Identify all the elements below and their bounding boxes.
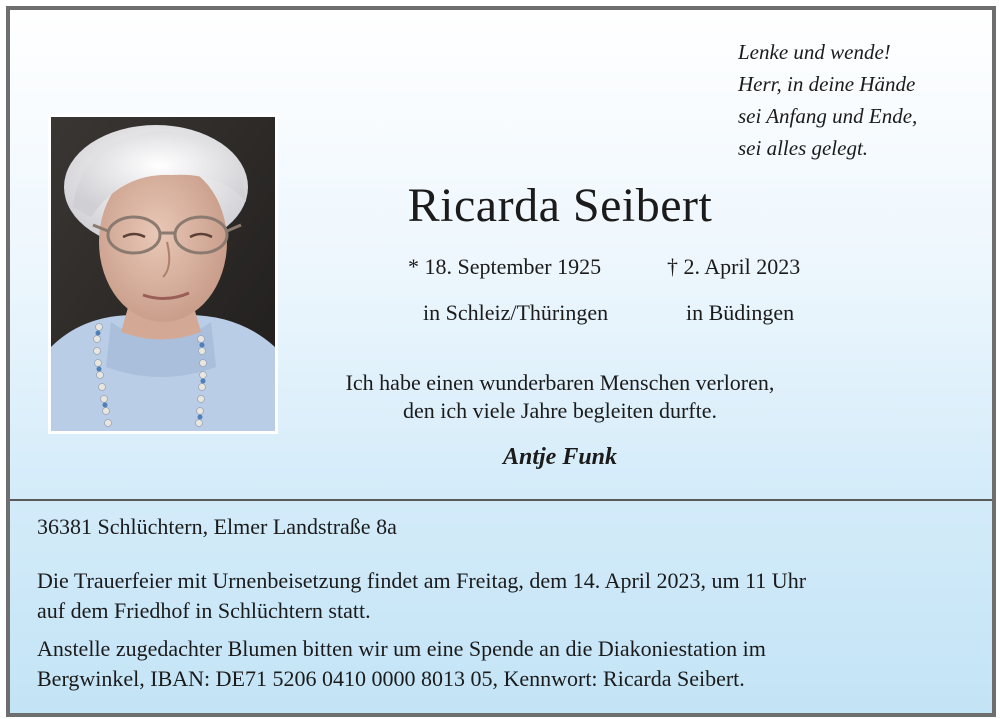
- verse-line: Herr, in deine Hände: [738, 72, 916, 96]
- message-line: den ich viele Jahre begleiten durfte.: [403, 398, 717, 423]
- donation-line: Anstelle zugedachter Blumen bitten wir um eine Spende an die Diakoniestation im: [37, 636, 766, 661]
- birth-place: in Schleiz/Thüringen: [423, 300, 609, 325]
- verse: [738, 36, 917, 164]
- birth-date: * 18. September 1925: [408, 254, 602, 279]
- signer-name: Antje Funk: [502, 444, 618, 470]
- message-line: Ich habe einen wunderbaren Menschen verloren,: [345, 370, 775, 395]
- portrait-photo: [48, 114, 278, 434]
- verse-line: sei Anfang und Ende,: [738, 104, 918, 128]
- death-date: † 2. April 2023: [667, 254, 801, 279]
- donation-line: Bergwinkel, IBAN: DE71 5206 0410 0000 8013 05, Kennwort: Ricarda Seibert.: [37, 666, 745, 691]
- ceremony-line: Die Trauerfeier mit Urnenbeisetzung findet am Freitag, dem 14. April 2023, um 11 Uhr: [37, 568, 807, 593]
- portrait-image: [51, 117, 275, 431]
- verse-line: sei alles gelegt.: [738, 136, 869, 160]
- ceremony-line: auf dem Friedhof in Schlüchtern statt.: [37, 598, 371, 623]
- deceased-name: Ricarda Seibert: [407, 179, 713, 232]
- obituary-notice: [6, 6, 996, 717]
- address: 36381 Schlüchtern, Elmer Landstraße 8a: [37, 514, 397, 539]
- divider: [10, 499, 992, 501]
- verse-line: Lenke und wende!: [738, 40, 891, 64]
- death-place: in Büdingen: [686, 300, 795, 325]
